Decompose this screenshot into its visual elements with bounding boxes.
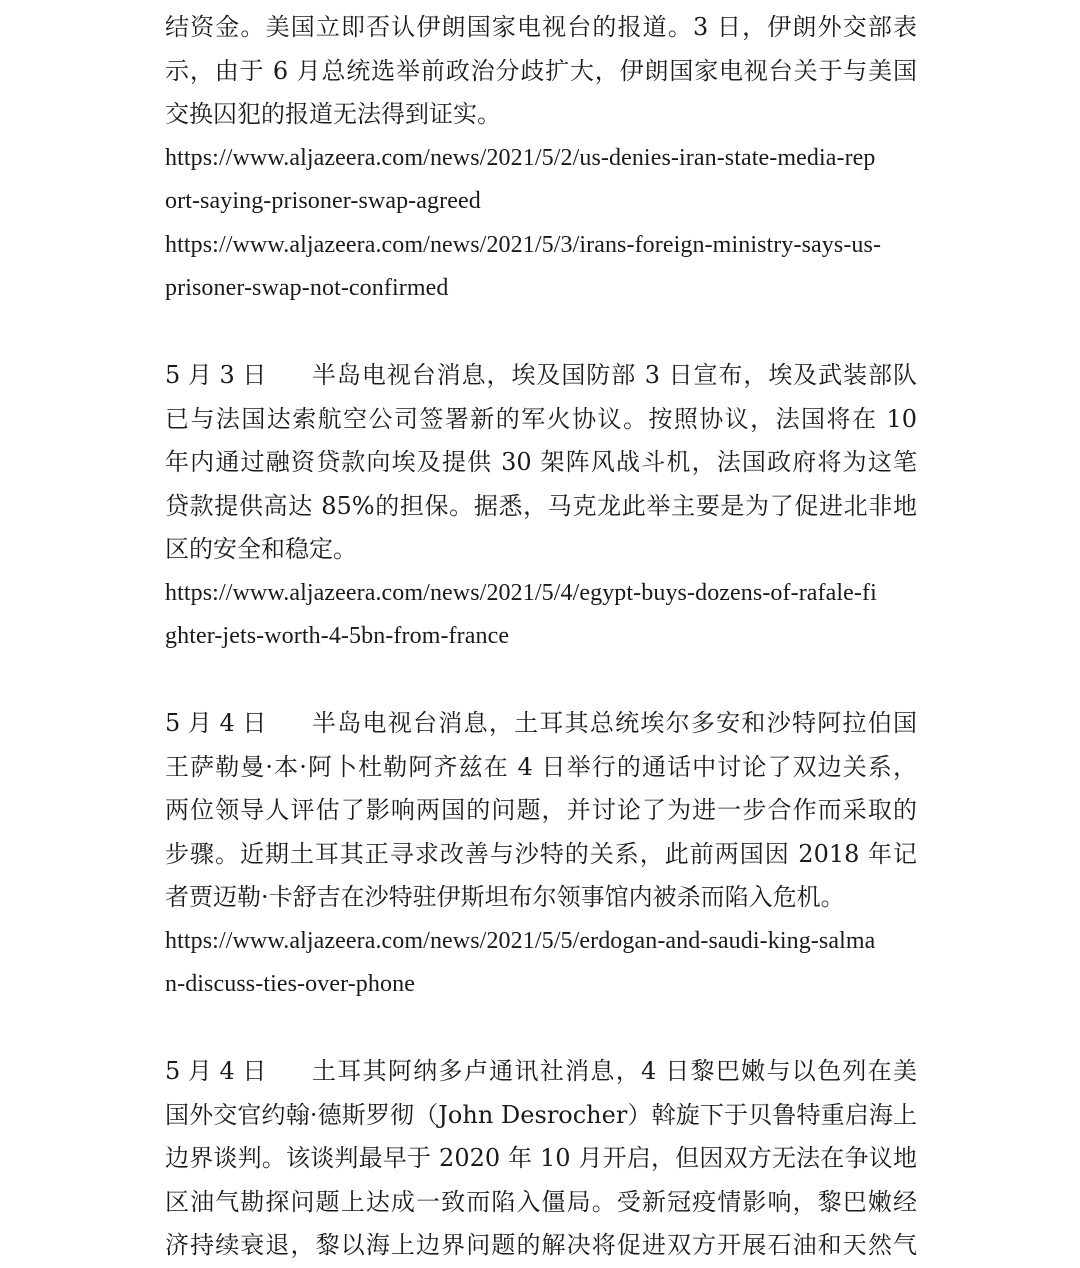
paragraph-line: 王萨勒曼·本·阿卜杜勒阿齐兹在 4 日举行的通话中讨论了双边关系， [165, 752, 917, 781]
entry-spacer [165, 1007, 917, 1051]
paragraph-line: 年内通过融资贷款向埃及提供 30 架阵风战斗机，法国政府将为这笔 [165, 448, 917, 476]
paragraph-line: 半岛电视台消息，土耳其总统埃尔多安和沙特阿拉伯国 [312, 709, 917, 737]
entry-date: 5 月 4 日 [165, 1057, 267, 1085]
paragraph-line: 结资金。美国立即否认伊朗国家电视台的报道。3 日，伊朗外交部表 [165, 13, 917, 41]
paragraph-line: 济持续衰退，黎以海上边界问题的解决将促进双方开展石油和天然气 [165, 1231, 917, 1259]
news-entry-egypt [165, 354, 917, 659]
paragraph-line: 土耳其阿纳多卢通讯社消息，4 日黎巴嫩与以色列在美 [312, 1057, 917, 1085]
paragraph-line: 步骤。近期土耳其正寻求改善与沙特的关系，此前两国因 2018 年记 [165, 839, 917, 868]
paragraph-line: 贷款提供高达 85%的担保。据悉，马克龙此举主要是为了促进北非地 [165, 491, 917, 520]
entry-spacer [165, 659, 917, 703]
paragraph-line: 边界谈判。该谈判最早于 2020 年 10 月开启，但因双方无法在争议地 [165, 1144, 917, 1172]
paragraph-line: 半岛电视台消息，埃及国防部 3 日宣布，埃及武装部队 [312, 361, 917, 389]
entry-first-line [165, 354, 917, 398]
entry-first-line [165, 702, 917, 746]
news-entry-turkey-saudi [165, 702, 917, 1007]
news-entry-lebanon-israel [165, 1050, 917, 1268]
paragraph-line: 交换囚犯的报道无法得到证实。 [165, 100, 501, 128]
source-link[interactable]: https://www.aljazeera.com/news/2021/5/5/erdogan-and-saudi-king-salma [165, 927, 876, 954]
source-link[interactable]: https://www.aljazeera.com/news/2021/5/2/us-denies-iran-state-media-rep [165, 144, 876, 171]
document-page [165, 6, 917, 1268]
source-link[interactable]: https://www.aljazeera.com/news/2021/5/4/egypt-buys-dozens-of-rafale-fi [165, 579, 877, 606]
paragraph-line: 区油气勘探问题上达成一致而陷入僵局。受新冠疫情影响，黎巴嫩经 [165, 1187, 917, 1216]
paragraph-line: 两位领导人评估了影响两国的问题，并讨论了为进一步合作而采取的 [165, 796, 917, 824]
paragraph-line: 示，由于 6 月总统选举前政治分歧扩大，伊朗国家电视台关于与美国 [165, 56, 917, 85]
news-entry-iran [165, 6, 917, 311]
source-link[interactable]: prisoner-swap-not-confirmed [165, 275, 449, 301]
paragraph-line: 国外交官约翰·德斯罗彻（John Desrocher）斡旋下于贝鲁特重启海上 [165, 1100, 917, 1129]
source-link[interactable]: https://www.aljazeera.com/news/2021/5/3/irans-foreign-ministry-says-us- [165, 231, 882, 258]
entry-spacer [165, 311, 917, 355]
source-link[interactable]: n-discuss-ties-over-phone [165, 971, 415, 997]
entry-date: 5 月 4 日 [165, 709, 267, 737]
source-link[interactable]: ghter-jets-worth-4-5bn-from-france [165, 623, 510, 649]
paragraph-line: 已与法国达索航空公司签署新的军火协议。按照协议，法国将在 10 [165, 404, 917, 433]
entry-first-line [165, 1050, 917, 1094]
paragraph-line: 区的安全和稳定。 [165, 535, 357, 563]
paragraph-line: 者贾迈勒·卡舒吉在沙特驻伊斯坦布尔领事馆内被杀而陷入危机。 [165, 883, 845, 911]
source-link[interactable]: ort-saying-prisoner-swap-agreed [165, 188, 481, 214]
entry-date: 5 月 3 日 [165, 361, 267, 389]
